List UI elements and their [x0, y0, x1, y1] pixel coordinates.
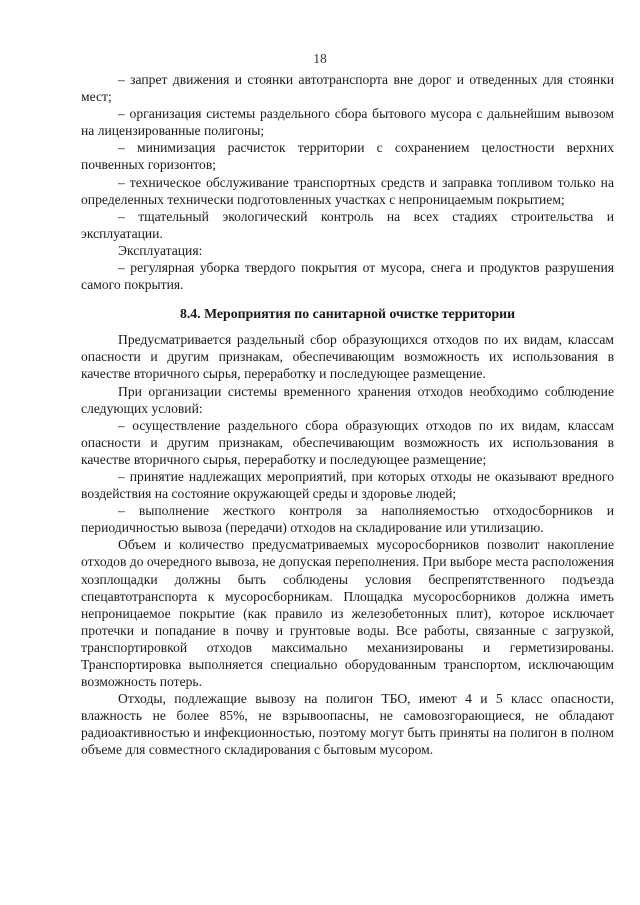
list-item-vehicle-service: – техническое обслуживание транспортных средств и заправка топливом только на определенных технически подготовленных участках с непроницаемым покрытием; [81, 174, 614, 207]
section-heading: 8.4. Мероприятия по санитарной очистке территории [179, 306, 516, 322]
list-item-proper-measures: – принятие надлежащих мероприятий, при которых отходы не оказывают вредного воздействия на состояние окружающей среды и здоровье людей; [81, 468, 614, 502]
list-item-strict-control: – выполнение жесткого контроля за наполняемостью отходосборников и периодичностью вывоза (передачи) отходов на складирование или утилизацию. [81, 503, 614, 536]
list-item-separate-collection: – осуществление раздельного сбора образующих отходов по их видам, классам опасности и другим признакам, обеспечивающим возможность их использования в качестве вторичного сырья, переработку и последующее размещение; [81, 417, 614, 467]
page-number: 18 [313, 51, 327, 66]
document-body [81, 71, 614, 759]
paragraph-container-volume: Объем и количество предусматриваемых мусоросборников позволит накопление отходов до очередного вывоза, не допуская переполнения. При выборе места расположения хозплощадки должны быть соблюдены условия беспрепятственного подъезда спецавтотранспорта к мусоросборникам. Площадка мусоросборников должна иметь непроницаемое покрытие (как правило из железобетонных плит), которое исключает протечки и попадание в почву и грунтовые воды. Все работы, связанные с загрузкой, транспортировкой отходов максимально механизированы и герметизированы. Транспортировка выполняется специально оборудованным транспортом, исключающим возможность потерь. [81, 537, 614, 690]
list-item-minimize-clearing: – минимизация расчисток территории с сохранением целостности верхних почвенных горизонтов; [81, 140, 614, 173]
paragraph-storage-conditions: При организации системы временного хранения отходов необходимо соблюдение следующих условий: [81, 383, 614, 416]
paragraph-separate-collection: Предусматривается раздельный сбор образующихся отходов по их видам, классам опасности и другим признакам, обеспечивающим возможность их использования в качестве вторичного сырья, переработку и последующее размещение. [81, 332, 614, 382]
operation-label: Эксплуатация: [118, 242, 203, 258]
paragraph-waste-class: Отходы, подлежащие вывозу на полигон ТБО, имеют 4 и 5 класс опасности, влажность не более 85%, не взрывоопасны, не самовозгорающиеся, не обладают радиоактивностью и инфекционностью, поэтому могут быть приняты на полигон в полном объеме для совместного складирования с бытовым мусором. [81, 691, 614, 758]
list-item-waste-separation: – организация системы раздельного сбора бытового мусора с дальнейшим вывозом на лицензированные полигоны; [81, 106, 614, 139]
list-item-eco-control: – тщательный экологический контроль на всех стадиях строительства и эксплуатации. [81, 208, 614, 241]
list-item-traffic-ban: – запрет движения и стоянки автотранспорта вне дорог и отведенных для стоянки мест; [81, 72, 614, 105]
list-item-surface-cleaning: – регулярная уборка твердого покрытия от мусора, снега и продуктов разрушения самого покрытия. [81, 260, 614, 293]
